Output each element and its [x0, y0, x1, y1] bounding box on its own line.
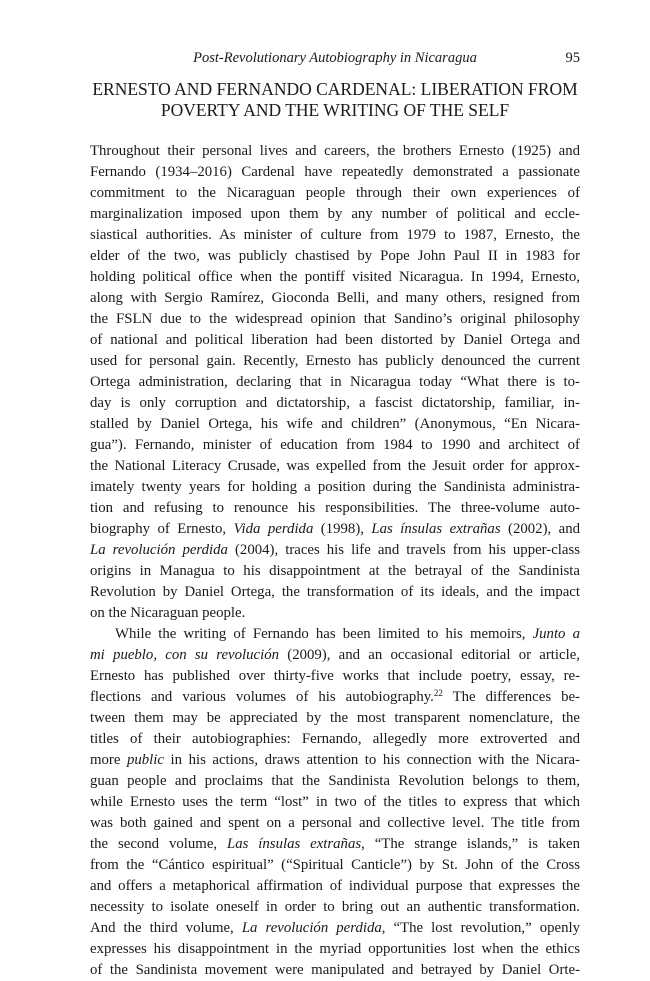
text-line: marginalization imposed upon them by any number of political and eccle- — [90, 206, 580, 222]
text-line: was both gained and spent on a personal and collective level. The title from — [90, 815, 580, 831]
text-line: Fernando (1934–2016) Cardenal have repeatedly demonstrated a passionate — [90, 164, 580, 180]
text-line: necessity to isolate oneself in order to bring out an authentic transformation. — [90, 899, 580, 915]
text-line: tion and refusing to renounce his responsibilities. The three-volume auto- — [90, 500, 580, 516]
text-line: on the Nicaraguan people. — [90, 605, 246, 621]
text-line: the FSLN due to the widespread opinion that Sandino’s original philosophy — [90, 311, 580, 327]
book-title: La revolución perdida — [90, 542, 228, 558]
footnote-ref: 22 — [433, 688, 443, 698]
text-line — [90, 687, 580, 708]
text-line: imately twenty years for holding a position during the Sandinista administra- — [90, 479, 580, 495]
section-heading — [90, 79, 580, 121]
text-line — [90, 540, 580, 561]
text-run: The differences be- — [442, 689, 580, 705]
text-run: While the writing of Fernando has been limited to his memoirs, — [115, 626, 533, 642]
text-run: (2009), and an occasional editorial or article, — [279, 647, 580, 663]
text-line: the National Literacy Crusade, was expelled from the Jesuit order for approx- — [90, 458, 580, 474]
book-title: Las ínsulas extrañas — [371, 521, 501, 537]
text-line: Revolution by Daniel Ortega, the transformation of its ideals, and the impact — [90, 584, 580, 600]
text-run: biography of Ernesto, — [90, 521, 234, 537]
text-line: expresses his disappointment in the myriad opportunities lost when the ethics — [90, 941, 580, 957]
section-heading-line: ERNESTO AND FERNANDO CARDENAL: LIBERATION FROM — [92, 79, 578, 99]
text-line: Ernesto has published over thirty-five works that include poetry, essay, re- — [90, 668, 580, 684]
text-line: from the “Cántico espiritual” (“Spiritual Canticle”) by St. John of the Cross — [90, 857, 580, 873]
book-title: Vida perdida — [233, 521, 314, 537]
text-run: And the third volume, — [90, 920, 242, 936]
text-line — [90, 519, 580, 540]
text-run: more — [90, 752, 127, 768]
page-number: 95 — [565, 50, 580, 66]
book-title: Junto a — [532, 626, 580, 642]
text-line: holding political office when the pontiff visited Nicaragua. In 1994, Ernesto, — [90, 269, 580, 285]
section-heading-line: POVERTY AND THE WRITING OF THE SELF — [160, 100, 510, 120]
text-line: titles of their autobiographies: Fernando, allegedly more extroverted and — [90, 731, 580, 747]
text-line: gua”). Fernando, minister of education from 1984 to 1990 and architect of — [90, 437, 580, 453]
text-line: Throughout their personal lives and careers, the brothers Ernesto (1925) and — [90, 143, 580, 159]
text-line: siastical authorities. As minister of culture from 1979 to 1987, Ernesto, the — [90, 227, 580, 243]
text-line — [90, 834, 580, 855]
text-line — [90, 750, 580, 771]
text-line: commitment to the Nicaraguan people through their own experiences of — [90, 185, 580, 201]
text-run: , “The strange islands,” is taken — [361, 836, 580, 852]
book-title: Las ínsulas extrañas — [227, 836, 362, 852]
text-run: (2004), traces his life and travels from his upper-class — [227, 542, 580, 558]
text-line: tween them may be appreciated by the most transparent nomenclature, the — [90, 710, 580, 726]
emphasis: public — [126, 752, 164, 768]
text-line — [90, 645, 580, 666]
text-run: in his actions, draws attention to his connection with the Nicara- — [163, 752, 580, 768]
text-line: day is only corruption and dictatorship, a fascist dictatorship, familiar, in- — [90, 395, 580, 411]
text-line: elder of the two, was publicly chastised by Pope John Paul II in 1983 for — [90, 248, 580, 264]
text-run: , “The lost revolution,” openly — [381, 920, 580, 936]
text-line: of national and political liberation had been distorted by Daniel Ortega and — [90, 332, 580, 348]
book-title: mi pueblo, con su revolución — [90, 647, 280, 663]
book-title: La revolución perdida — [241, 920, 382, 936]
text-run: (1998), — [313, 521, 372, 537]
text-line: Ortega administration, declaring that in Nicaragua today “What there is to- — [90, 374, 580, 390]
text-line: stalled by Daniel Ortega, his wife and children” (Anonymous, “En Nicara- — [90, 416, 580, 432]
text-run: the second volume, — [90, 836, 227, 852]
text-line — [90, 918, 580, 939]
text-line: while Ernesto uses the term “lost” in two of the titles to express that which — [90, 794, 580, 810]
text-run: (2002), and — [500, 521, 581, 537]
text-line: origins in Managua to his disappointment at the betrayal of the Sandinista — [90, 563, 580, 579]
text-line: used for personal gain. Recently, Ernesto has publicly denounced the current — [90, 353, 580, 369]
text-line: guan people and proclaims that the Sandinista Revolution belongs to them, — [90, 773, 580, 789]
text-line: and offers a metaphorical affirmation of individual purpose that expresses the — [90, 878, 580, 894]
text-line: of the Sandinista movement were manipulated and betrayed by Daniel Orte- — [90, 962, 580, 978]
text-line: along with Sergio Ramírez, Gioconda Belli, and many others, resigned from — [90, 290, 580, 306]
running-head: Post-Revolutionary Autobiography in Nicaragua — [193, 50, 477, 66]
text-line — [90, 624, 580, 645]
text-run: flections and various volumes of his autobiography. — [90, 689, 434, 705]
body-text — [90, 141, 580, 981]
